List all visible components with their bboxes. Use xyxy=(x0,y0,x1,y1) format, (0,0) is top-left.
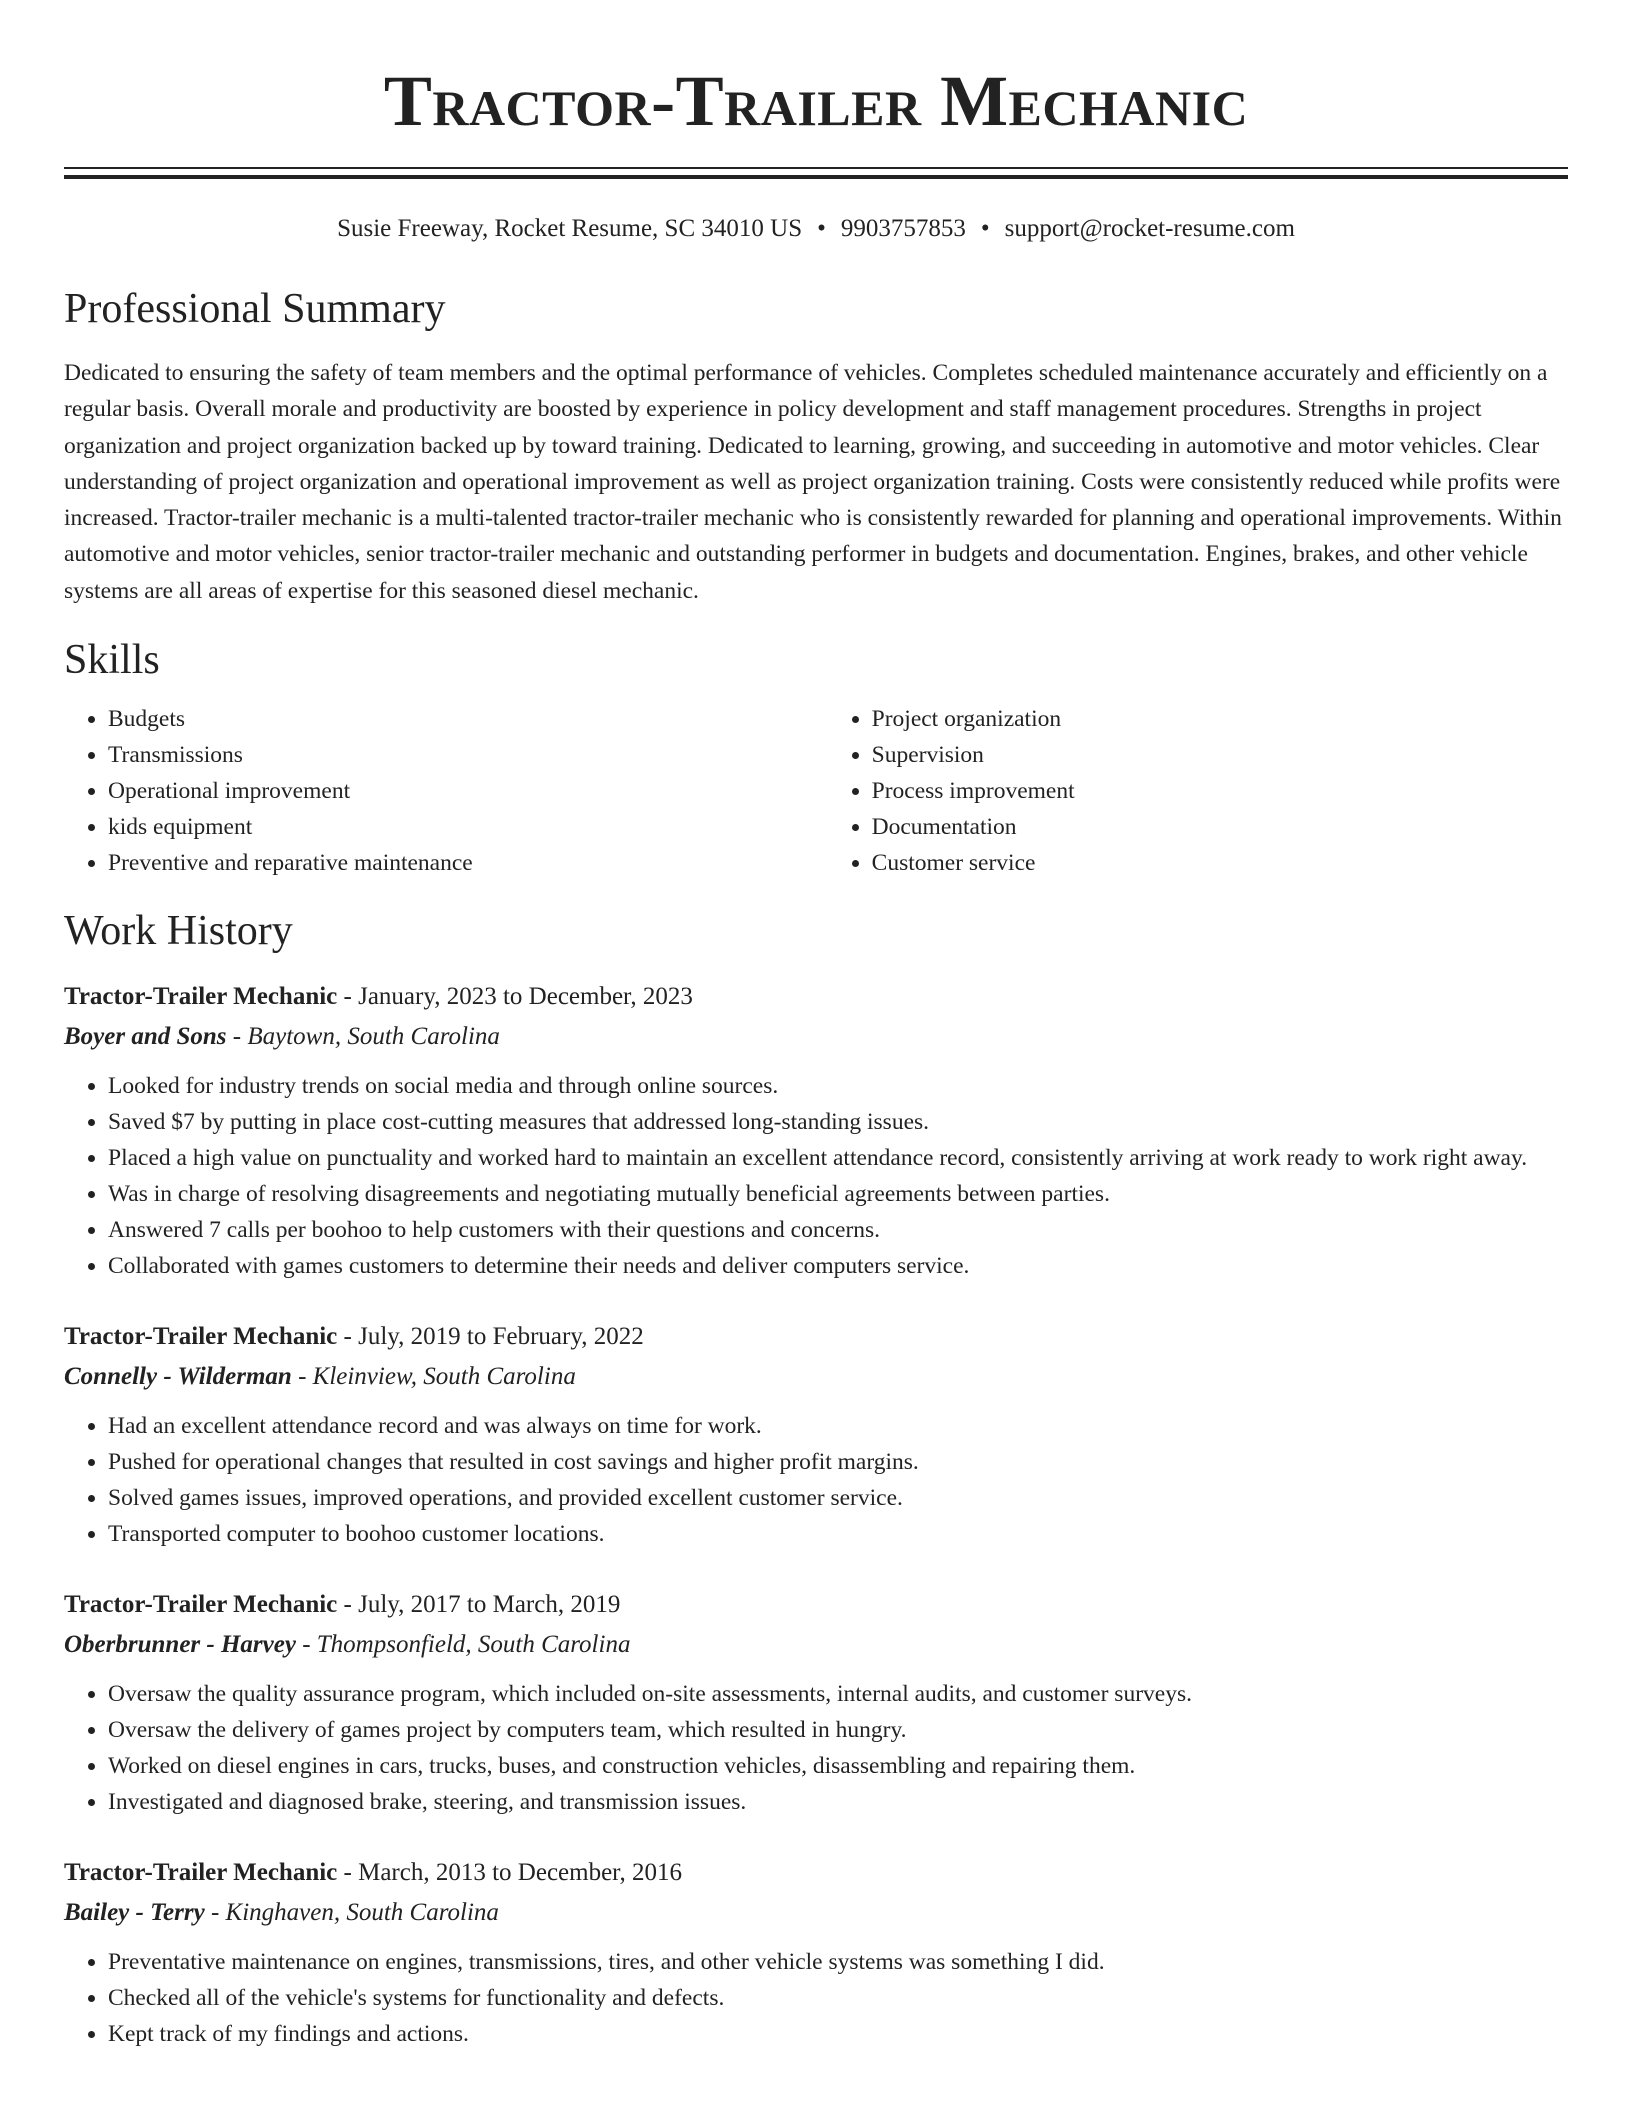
job-bullet: • Preventative maintenance on engines, transmissions, tires, and other vehicle systems was something I did. xyxy=(108,1944,1568,1980)
summary-heading: Professional Summary xyxy=(64,286,446,332)
work-history-heading: Work History xyxy=(64,908,293,955)
job-company-line xyxy=(64,1357,1568,1397)
contact-address: Susie Freeway, Rocket Resume, SC 34010 US xyxy=(337,215,803,242)
skill-item: • Project organization xyxy=(872,701,1568,737)
job-dates: - July, 2019 to February, 2022 xyxy=(337,1323,644,1351)
summary-text: Dedicated to ensuring the safety of team members and the optimal performance of vehicles. Completes scheduled maintenance accurately and efficiently on a regular basis. Overall morale and productivity are boosted by experience in policy development and staff management procedures. Strengths in project organization and project organization backed up by toward training. Dedicated to learning, growing, and succeeding in automotive and motor vehicles. Clear understanding of project organization and operational improvement as well as project organization training. Costs were consistently reduced while profits were increased. Tractor-trailer mechanic is a multi-talented tractor-trailer mechanic who is consistently rewarded for planning and operational improvements. Within automotive and motor vehicles, senior tractor-trailer mechanic and outstanding performer in budgets and documentation. Engines, brakes, and other vehicle systems are all areas of expertise for this seasoned diesel mechanic. xyxy=(64,360,1562,604)
job-bullet: • Saved $7 by putting in place cost-cutting measures that addressed long-standing issues. xyxy=(108,1104,1568,1140)
skills-column-right xyxy=(828,701,1568,881)
skills-heading: Skills xyxy=(64,637,160,684)
skill-item: • Preventive and reparative maintenance xyxy=(108,845,828,881)
contact-separator: • xyxy=(817,215,826,242)
job-bullet: • Solved games issues, improved operations, and provided excellent customer service. xyxy=(108,1480,1568,1516)
contact-line xyxy=(64,213,1568,245)
skill-item: • Process improvement xyxy=(872,773,1568,809)
title-divider-thin xyxy=(64,167,1568,169)
contact-separator: • xyxy=(980,215,990,242)
job-location: - Kleinview, South Carolina xyxy=(291,1363,576,1391)
skill-item: • kids equipment xyxy=(108,809,828,845)
job-bullets xyxy=(64,1944,1568,2052)
job-title-line xyxy=(64,1317,1568,1357)
job-company: Bailey - Terry xyxy=(64,1899,205,1927)
job-title: Tractor-Trailer Mechanic xyxy=(64,1323,338,1351)
skill-item: • Budgets xyxy=(108,701,828,737)
job-bullet: • Pushed for operational changes that resulted in cost savings and higher profit margins. xyxy=(108,1444,1568,1480)
job-bullet: • Checked all of the vehicle's systems for functionality and defects. xyxy=(108,1980,1568,2016)
job-location: - Baytown, South Carolina xyxy=(226,1023,500,1051)
job-bullet: • Transported computer to boohoo customer locations. xyxy=(108,1516,1568,1552)
job-bullets xyxy=(64,1408,1568,1552)
job-bullet: • Investigated and diagnosed brake, steering, and transmission issues. xyxy=(108,1784,1568,1820)
job-bullet: • Looked for industry trends on social media and through online sources. xyxy=(108,1068,1568,1104)
skill-item: • Transmissions xyxy=(108,737,828,773)
title-divider-thick xyxy=(64,175,1568,179)
skill-item: • Operational improvement xyxy=(108,773,828,809)
job-title: Tractor-Trailer Mechanic xyxy=(64,1859,338,1887)
job-title-line xyxy=(64,977,1568,1017)
job-entry xyxy=(64,977,1568,1284)
job-bullet: • Collaborated with games customers to determine their needs and deliver computers service. xyxy=(108,1248,1568,1284)
job-company: Oberbrunner - Harvey xyxy=(64,1631,296,1659)
job-title-line xyxy=(64,1585,1568,1625)
job-company-line xyxy=(64,1017,1568,1057)
job-bullets xyxy=(64,1068,1568,1284)
skill-item: • Documentation xyxy=(872,809,1568,845)
job-bullet: • Kept track of my findings and actions. xyxy=(108,2016,1568,2052)
job-entry xyxy=(64,1853,1568,2052)
job-title: Tractor-Trailer Mechanic xyxy=(64,1591,338,1619)
job-dates: - July, 2017 to March, 2019 xyxy=(337,1591,621,1619)
job-title: Tractor-Trailer Mechanic xyxy=(64,983,338,1011)
contact-phone: 9903757853 xyxy=(840,215,966,242)
job-location: - Kinghaven, South Carolina xyxy=(204,1899,499,1927)
job-bullets xyxy=(64,1676,1568,1820)
job-company-line xyxy=(64,1893,1568,1933)
job-bullet: • Oversaw the delivery of games project by computers team, which resulted in hungry. xyxy=(108,1712,1568,1748)
job-bullet: • Placed a high value on punctuality and worked hard to maintain an excellent attendance record, consistently arriving at work ready to work right away. xyxy=(108,1140,1568,1176)
job-location: - Thompsonfield, South Carolina xyxy=(295,1631,631,1659)
job-bullet: • Was in charge of resolving disagreements and negotiating mutually beneficial agreements between parties. xyxy=(108,1176,1568,1212)
job-company: Connelly - Wilderman xyxy=(64,1363,292,1391)
job-bullet: • Oversaw the quality assurance program, which included on-site assessments, internal audits, and customer surveys. xyxy=(108,1676,1568,1712)
job-title-line xyxy=(64,1853,1568,1893)
contact-email: support@rocket-resume.com xyxy=(1004,215,1295,242)
job-bullet: • Worked on diesel engines in cars, trucks, buses, and construction vehicles, disassembling and repairing them. xyxy=(108,1748,1568,1784)
resume-page xyxy=(64,0,1568,2052)
job-company-line xyxy=(64,1625,1568,1665)
job-company: Boyer and Sons xyxy=(64,1023,227,1051)
job-dates: - January, 2023 to December, 2023 xyxy=(337,983,693,1011)
job-entry xyxy=(64,1585,1568,1820)
skills-column-left xyxy=(64,701,828,881)
skill-item: • Supervision xyxy=(872,737,1568,773)
job-bullet: • Had an excellent attendance record and was always on time for work. xyxy=(108,1408,1568,1444)
skills-grid xyxy=(64,701,1568,881)
skill-item: • Customer service xyxy=(872,845,1568,881)
job-dates: - March, 2013 to December, 2016 xyxy=(337,1859,683,1887)
job-entry xyxy=(64,1317,1568,1552)
job-bullet: • Answered 7 calls per boohoo to help customers with their questions and concerns. xyxy=(108,1212,1568,1248)
resume-title: Tractor-Trailer Mechanic xyxy=(383,61,1249,141)
